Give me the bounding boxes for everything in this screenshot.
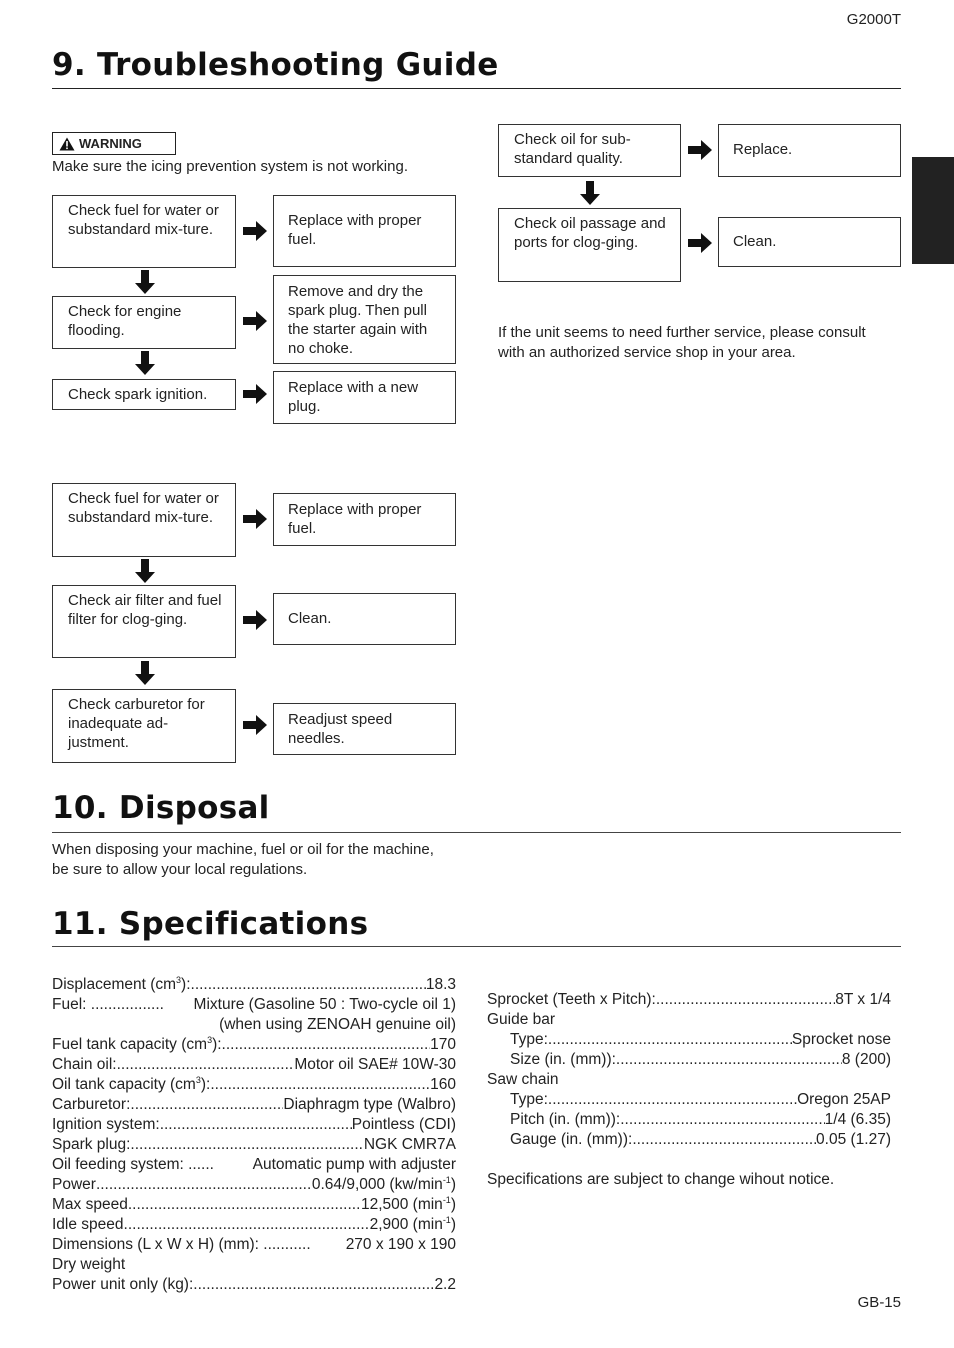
- flow1-action-new-plug: [273, 371, 456, 424]
- warning-label: WARNING: [79, 136, 142, 151]
- arrow-right-icon: [243, 509, 267, 529]
- spec-guide-bar-type: Type: ..... Sprocket nose: [487, 1030, 891, 1050]
- flow2-action-readjust: [273, 703, 456, 755]
- flow3-check-oil-passage: Check oil passage and ports for clog-ging.: [498, 208, 681, 282]
- spec-displacement: Displacement $(cm^3)$: ..... 18.3: [52, 975, 456, 995]
- arrow-right-icon: [243, 384, 267, 404]
- arrow-down-icon: [135, 351, 155, 375]
- flow3-action-replace: [718, 124, 901, 177]
- spec-power: Power ..... 0.64/9,000 $(kw/\min^{-1})$: [52, 1175, 456, 1195]
- flow3-action-replace-text: Replace.: [733, 141, 793, 158]
- warning-triangle-icon: [59, 137, 75, 151]
- flow2-action-clean-text: Clean.: [288, 610, 332, 627]
- flow1-check-fuel: Check fuel for water or substandard mix-ture.: [52, 195, 236, 268]
- specs-right-column: [487, 990, 891, 1190]
- disposal-text-line-2: be sure to allow your local regulations.: [52, 861, 308, 878]
- arrow-down-icon: [135, 270, 155, 294]
- spec-fuel-note: (when using ZENOAH genuine oil): [219, 1016, 456, 1033]
- flow1-action-replace-fuel: [273, 195, 456, 267]
- flow2-check-carburetor: Check carburetor for inadequate ad-justment.: [52, 689, 236, 763]
- arrow-right-icon: [243, 221, 267, 241]
- flow1-action-dry-plug: [273, 275, 456, 364]
- flow1-check-ignition: Check spark ignition.: [52, 379, 236, 410]
- spec-dry-weight: Dry weight: [52, 1256, 126, 1273]
- arrow-right-icon: [243, 715, 267, 735]
- spec-fuel-tank: Fuel tank capacity $(cm^3)$: ..... 170: [52, 1035, 456, 1055]
- spec-idle-speed: Idle speed ..... 2,900 $(\min^{-1})$: [52, 1215, 456, 1235]
- spec-fuel: Fuel: ................ ..... Mixture (Gasoline 50 : Two-cycle oil 1): [52, 995, 456, 1015]
- spec-oil-feeding: Oil feeding system: ...... Automatic pump with adjuster: [52, 1156, 456, 1173]
- spec-dimensions: Dimensions (L x W x H) (mm): ........... 270 x 190 x 190: [52, 1236, 456, 1253]
- warning-text: Make sure the icing prevention system is not working.: [52, 158, 408, 175]
- flow1-action-dry-plug-text: Remove and dry the spark plug. Then pull the starter again with no choke.: [288, 283, 428, 357]
- disposal-text-line-1: When disposing your machine, fuel or oil for the machine,: [52, 841, 434, 858]
- spec-notice: Specifications are subject to change wihout notice.: [487, 1171, 835, 1188]
- arrow-down-icon: [580, 181, 600, 205]
- spec-max-speed: Max speed ..... 12,500 $(\min^{-1})$: [52, 1195, 456, 1215]
- spec-ignition: Ignition system: ..... Pointless (CDI): [52, 1115, 456, 1135]
- section-tab-marker: [912, 157, 954, 264]
- page-number: GB-15: [857, 1294, 901, 1311]
- flow1-check-flooding: Check for engine flooding.: [52, 296, 236, 349]
- specifications-heading: 11. Specifications: [52, 906, 369, 942]
- spec-power-unit: Power unit only (kg): ..... 2.2: [52, 1275, 456, 1295]
- flow3-action-clean: [718, 217, 901, 267]
- arrow-right-icon: [243, 610, 267, 630]
- model-number: G2000T: [846, 11, 901, 28]
- arrow-right-icon: [688, 233, 712, 253]
- service-note-line-2: with an authorized service shop in your area.: [498, 344, 796, 361]
- spec-saw-chain-type: Type: ..... Oregon 25AP: [487, 1090, 891, 1110]
- flow2-action-clean: [273, 593, 456, 645]
- spec-spark-plug: Spark plug: ..... NGK CMR7A: [52, 1135, 456, 1155]
- flow3-action-clean-text: Clean.: [733, 233, 777, 250]
- flow2-action-replace-fuel: [273, 493, 456, 546]
- flow2-check-fuel: Check fuel for water or substandard mix-ture.: [52, 483, 236, 557]
- arrow-right-icon: [243, 311, 267, 331]
- warning-badge: [52, 132, 176, 155]
- spec-sprocket: Sprocket (Teeth x Pitch): ..... 8T x 1/4: [487, 990, 891, 1010]
- flow1-action-new-plug-text: Replace with a new plug.: [288, 379, 419, 415]
- service-note-line-1: If the unit seems to need further service, please consult: [498, 324, 866, 341]
- disposal-heading: 10. Disposal: [52, 790, 270, 826]
- flow2-check-filters: Check air filter and fuel filter for clog-ging.: [52, 585, 236, 658]
- arrow-down-icon: [135, 559, 155, 583]
- spec-saw-chain-gauge: Gauge (in. (mm)): ..... 0.05 (1.27): [487, 1130, 891, 1150]
- specs-left-column: [52, 975, 456, 1295]
- heading-rule: [52, 88, 901, 89]
- troubleshooting-heading: 9. Troubleshooting Guide: [52, 47, 499, 83]
- spec-saw-chain: Saw chain: [487, 1071, 559, 1088]
- spec-carburetor: Carburetor: ..... Diaphragm type (Walbro): [52, 1095, 456, 1115]
- flow2-action-readjust-text: Readjust speed needles.: [288, 711, 393, 747]
- spec-saw-chain-pitch: Pitch (in. (mm)): ..... 1/4 (6.35): [487, 1110, 891, 1130]
- heading-rule: [52, 832, 901, 833]
- heading-rule: [52, 946, 901, 947]
- flow2-action-replace-fuel-text: Replace with proper fuel.: [288, 501, 422, 537]
- spec-chain-oil: Chain oil: ..... Motor oil SAE# 10W-30: [52, 1055, 456, 1075]
- flow1-action-replace-fuel-text: Replace with proper fuel.: [288, 212, 422, 248]
- flow3-check-oil-quality: Check oil for sub-standard quality.: [498, 124, 681, 177]
- spec-guide-bar: Guide bar: [487, 1011, 556, 1028]
- spec-guide-bar-size: Size (in. (mm)): ..... 8 (200): [487, 1050, 891, 1070]
- arrow-right-icon: [688, 140, 712, 160]
- arrow-down-icon: [135, 661, 155, 685]
- spec-oil-tank: Oil tank capacity $(cm^3)$: ..... 160: [52, 1075, 456, 1095]
